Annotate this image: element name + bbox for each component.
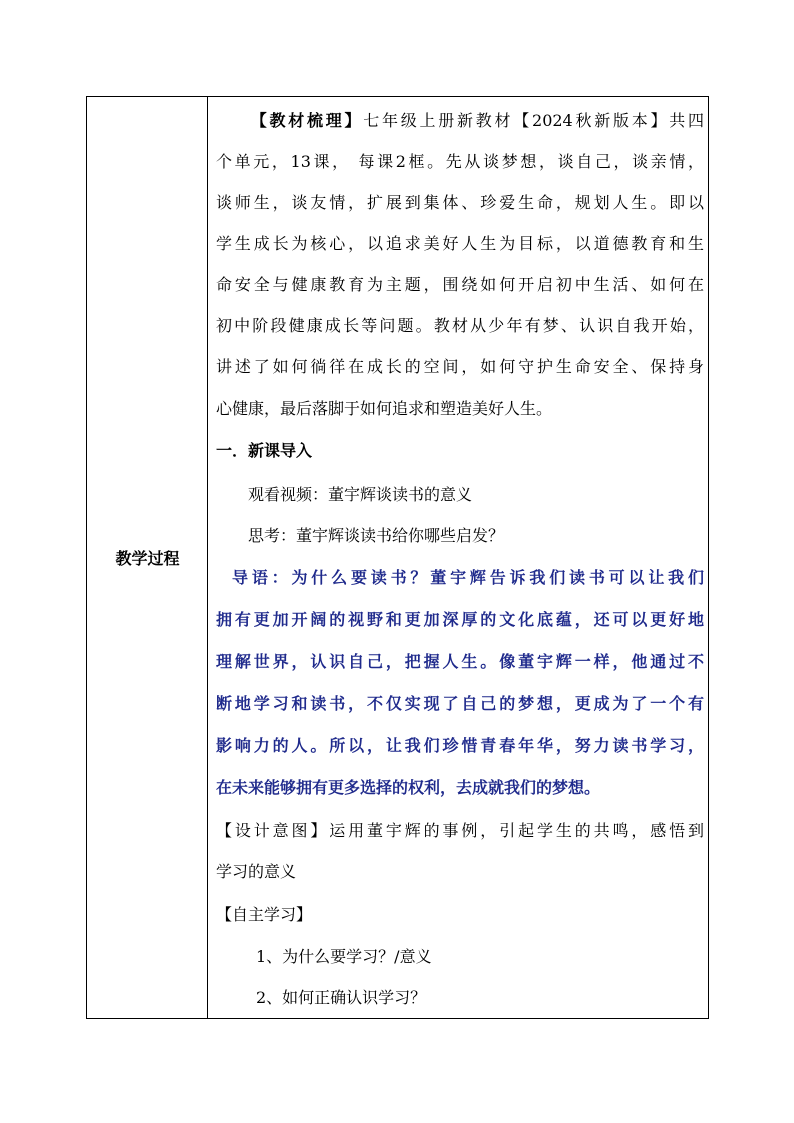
p1-line-7: 讲述了如何徜徉在成长的空间，如何守护生命安全、保持身 bbox=[216, 357, 704, 376]
guide-line-3: 理解世界，认识自己，把握人生。像董宇辉一样，他通过不 bbox=[216, 652, 704, 671]
p1-line-4: 学生成长为核心，以追求美好人生为目标，以道德教育和生 bbox=[216, 234, 704, 253]
guide-line-6: 在未来能够拥有更多选择的权利，去成就我们的梦想。 bbox=[216, 778, 601, 797]
section-title: 一．新课导入 bbox=[216, 441, 313, 460]
guide-line-4: 断地学习和读书，不仅实现了自己的梦想，更成为了一个有 bbox=[216, 694, 704, 713]
p1-line-6: 初中阶段健康成长等问题。教材从少年有梦、认识自我开始， bbox=[216, 316, 704, 335]
guide-line-1: 导语：为什么要读书？董宇辉告诉我们读书可以让我们 bbox=[232, 568, 704, 587]
p1-line-2: 个单元，13课， 每课2框。先从谈梦想，谈自己，谈亲情， bbox=[216, 152, 704, 171]
design-line-2: 学习的意义 bbox=[216, 862, 297, 881]
p1-line-3: 谈师生，谈友情，扩展到集体、珍爱生命，规划人生。即以 bbox=[216, 193, 704, 212]
label-cell bbox=[87, 97, 208, 1018]
design-line-1: 【设计意图】运用董宇辉的事例，引起学生的共鸣，感悟到 bbox=[216, 821, 704, 840]
p1-line-1-rest: 七年级上册新教材【2024秋新版本】共四 bbox=[363, 111, 704, 130]
lesson-table bbox=[86, 96, 709, 1019]
p1-line-5: 命安全与健康教育为主题，围绕如何开启初中生活、如何在 bbox=[216, 275, 704, 294]
p1-line-8: 心健康，最后落脚于如何追求和塑造美好人生。 bbox=[216, 399, 553, 418]
think-line: 思考：董宇辉谈读书给你哪些启发？ bbox=[248, 526, 505, 545]
cell-label: 教学过程 bbox=[115, 549, 180, 568]
guide-line-2: 拥有更加开阔的视野和更加深厚的文化底蕴，还可以更好地 bbox=[216, 610, 704, 629]
video-line: 观看视频：董宇辉谈读书的意义 bbox=[248, 485, 473, 504]
p1-line-1 bbox=[216, 111, 704, 131]
question-1: 1、为什么要学习？/意义 bbox=[256, 947, 432, 966]
guide-line-5: 影响力的人。所以，让我们珍惜青春年华，努力读书学习， bbox=[216, 736, 704, 755]
self-study-heading: 【自主学习】 bbox=[216, 905, 313, 924]
question-2: 2、如何正确认识学习？ bbox=[256, 988, 427, 1007]
p1-lead: 【教材梳理】 bbox=[248, 111, 364, 130]
